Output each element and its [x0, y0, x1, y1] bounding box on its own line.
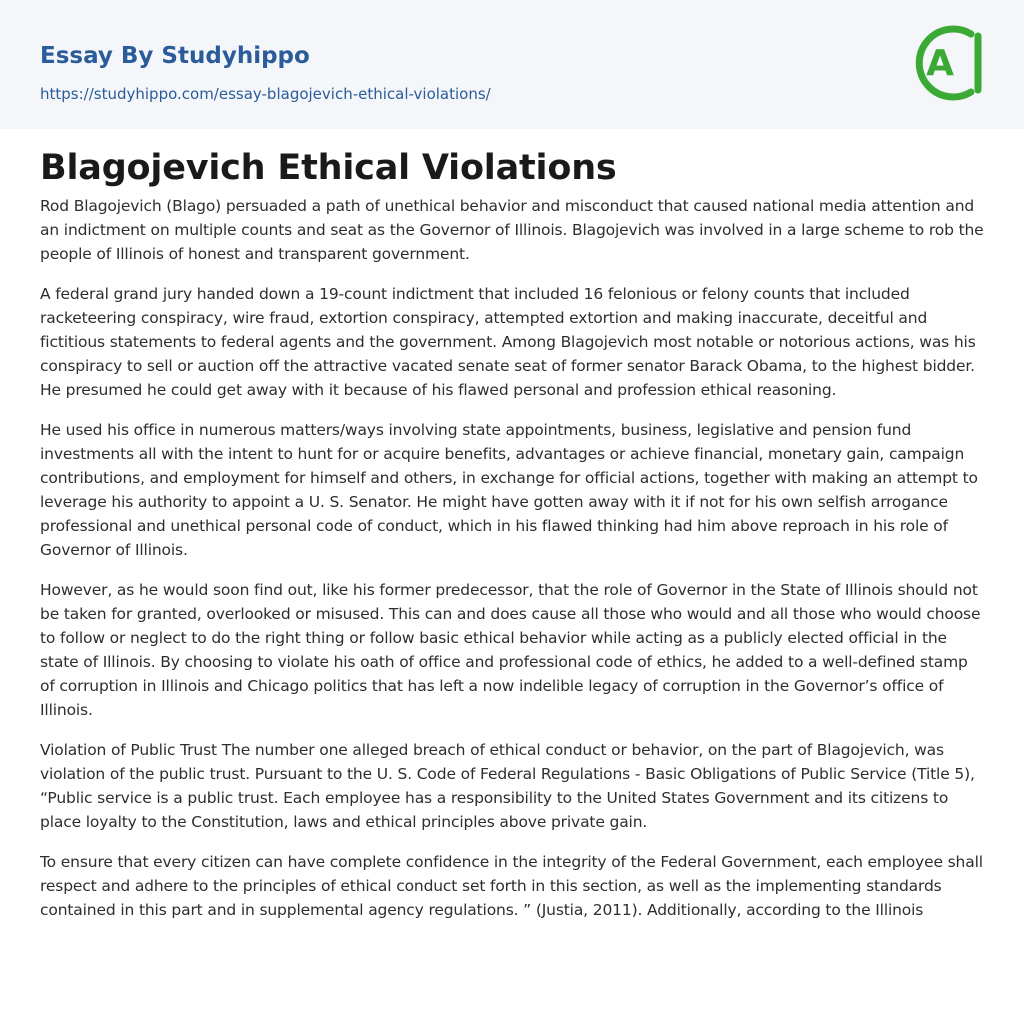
site-brand[interactable]: Essay By Studyhippo: [40, 43, 310, 69]
paragraph: Violation of Public Trust The number one alleged breach of ethical conduct or behavior, on the part of Blagojevich, was violation of the public trust. Pursuant to the U. S. Code of Federal Regulations - Basic Obligations of Public Service (Title 5), “Public service is a public trust. Each employee has a responsibility to the United States Government and its citizens to place loyalty to the Constitution, laws and ethical principles above private gain.: [40, 741, 975, 831]
paragraph: He used his office in numerous matters/ways involving state appointments, business, legislative and pension fund investments all with the intent to hunt for or acquire benefits, advantages or achieve financial, monetary gain, campaign contributions, and employment for himself and others, in exchange for official actions, together with making an attempt to leverage his authority to appoint a U. S. Senator. He might have gotten away with it if not for his own selfish arrogance professional and unethical personal code of conduct, which in his flawed thinking had him above reproach in his role of Governor of Illinois.: [40, 421, 978, 559]
paragraph: A federal grand jury handed down a 19-count indictment that included 16 felonious or felony counts that included racketeering conspiracy, wire fraud, extortion conspiracy, attempted extortion and making inaccurate, deceitful and fictitious statements to federal agents and the government. Among Blagojevich most notable or notorious actions, was his conspiracy to sell or auction off the attractive vacated senate seat of former senator Barack Obama, to the highest bidder. He presumed he could get away with it because of his flawed personal and profession ethical reasoning.: [40, 285, 976, 399]
article-body: [40, 194, 986, 938]
paragraph: Rod Blagojevich (Blago) persuaded a path of unethical behavior and misconduct that caused national media attention and an indictment on multiple counts and seat as the Governor of Illinois. Blagojevich was involved in a large scheme to rob the people of Illinois of honest and transparent government.: [40, 197, 984, 263]
paragraph: However, as he would soon find out, like his former predecessor, that the role of Governor in the State of Illinois should not be taken for granted, overlooked or misused. This can and does cause all those who would and all those who would choose to follow or neglect to do the right thing or follow basic ethical behavior while acting as a publicly elected official in the state of Illinois. By choosing to violate his oath of office and professional code of ethics, he added to a well-defined stamp of corruption in Illinois and Chicago politics that has left a now indelible legacy of corruption in the Governor’s office of Illinois.: [40, 581, 981, 719]
source-url-link[interactable]: https://studyhippo.com/essay-blagojevich-ethical-violations/: [40, 85, 491, 103]
studyhippo-logo-icon[interactable]: [912, 20, 986, 106]
logo-letter: A: [926, 43, 954, 84]
paragraph: To ensure that every citizen can have complete confidence in the integrity of the Federal Government, each employee shall respect and adhere to the principles of ethical conduct set forth in this section, as well as the implementing standards contained in this part and in supplemental agency regulations. ” (Justia, 2011). Additionally, according to the Illinois: [40, 853, 983, 919]
article-title: Blagojevich Ethical Violations: [40, 148, 617, 188]
